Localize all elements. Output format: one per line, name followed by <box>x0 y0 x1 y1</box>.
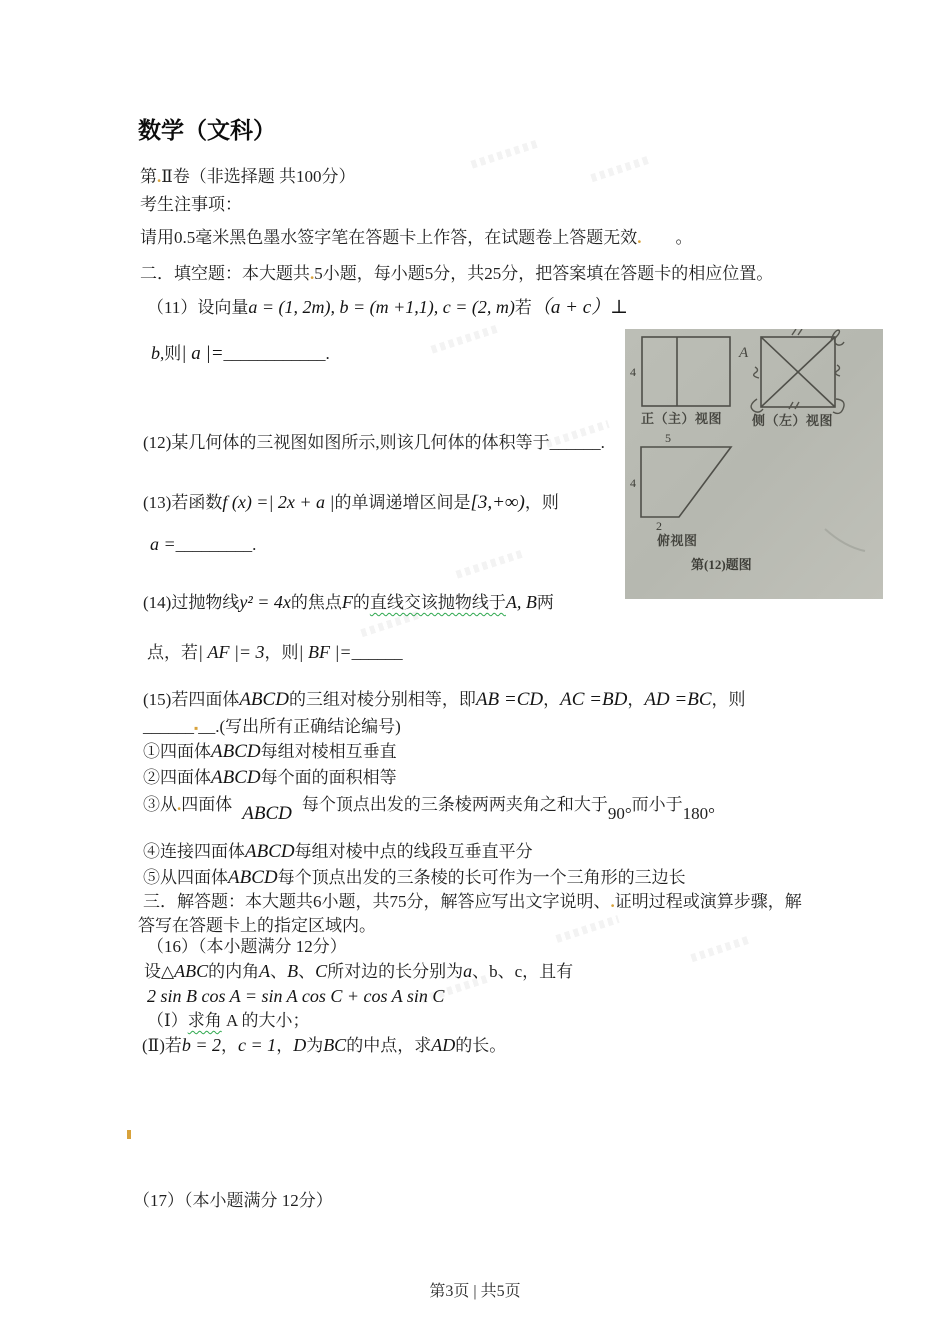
orange-dot: . <box>610 892 615 911</box>
math-expression: c = 1 <box>238 1035 277 1055</box>
q14-line2 <box>147 641 403 664</box>
orange-tick-mark <box>127 1130 131 1139</box>
question-text: A 的大小； <box>221 1011 310 1030</box>
math-expression: | AF |= 3 <box>198 642 265 662</box>
question-text: ， <box>627 690 645 709</box>
math-expression: a = <box>150 534 176 554</box>
figure-svg <box>625 329 883 599</box>
question-text: 两 <box>536 593 554 612</box>
solve-section-heading-line1 <box>143 891 802 912</box>
q15-item2 <box>143 766 397 790</box>
watermark-smudge <box>470 139 539 168</box>
question-text: ， <box>221 1036 239 1055</box>
math-expression: D <box>293 1035 307 1055</box>
item-text: ②四面体 <box>143 768 211 787</box>
question-text: . <box>600 433 605 452</box>
front-view-height-label: 4 <box>630 365 636 379</box>
handwritten-letter-a: A <box>739 345 749 361</box>
question-text: 若 <box>514 298 532 317</box>
angle-value: 90° <box>607 804 632 823</box>
math-expression: F <box>341 592 353 612</box>
math-expression: ABC <box>174 961 209 981</box>
item-text: ⑤从四面体 <box>143 868 228 887</box>
orange-dot: . <box>157 167 162 186</box>
math-expression: a = (1, 2m), b = (m +1,1), c = (2, m) <box>248 297 515 317</box>
math-expression: a <box>463 961 473 981</box>
question-text: .(写出所有正确结论编号) <box>215 717 401 736</box>
q15-item5 <box>143 866 686 890</box>
item-text: ③从 <box>143 795 177 814</box>
math-expression: A, B <box>505 592 537 612</box>
q13-line2 <box>150 533 256 556</box>
math-expression: （a + c）⊥ <box>531 297 629 318</box>
q16-part1 <box>147 1010 310 1031</box>
item-text: 每组对棱相互垂直 <box>260 742 397 761</box>
watermark-smudge <box>360 611 420 637</box>
question-text: ,则 <box>160 344 182 363</box>
question-text: ， <box>276 1036 294 1055</box>
question-text: 的长。 <box>455 1036 507 1055</box>
question-text: 为 <box>306 1036 324 1055</box>
heading-text: 三．解答题：本大题共6小题，共75分，解答应写出文字说明、 <box>143 892 611 911</box>
item-text: 而小于 <box>631 795 683 814</box>
question-text: (12)某几何体的三视图如图所示,则该几何体的体积等于 <box>143 433 550 452</box>
q11-line1 <box>147 296 628 320</box>
answer-blank: ______ <box>549 433 601 452</box>
math-expression: | a |= <box>181 343 224 364</box>
angle-value: 180° <box>682 804 715 823</box>
question-text: 、 <box>270 962 288 981</box>
page-footer: 第3页 | 共5页 <box>429 1283 521 1300</box>
watermark-smudge <box>430 324 499 353</box>
math-expression: ABCD <box>228 867 278 888</box>
q16-heading: （16）（本小题满分 12分） <box>147 937 347 956</box>
notice-line: 考生注事项： <box>140 195 242 214</box>
math-expression: AB =CD <box>475 689 544 710</box>
question-text: 、 <box>298 962 316 981</box>
orange-dot: . <box>637 228 642 247</box>
math-expression: | BF |= <box>298 642 352 662</box>
heading-text: 5小题，每小题5分，共25分，把答案填在答题卡的相应位置。 <box>314 264 774 283</box>
question-text: ， <box>543 690 561 709</box>
answer-blank: ______ <box>143 717 194 736</box>
item-text: 每个顶点出发的三条棱两两夹角之和大于 <box>301 795 608 814</box>
q12-line <box>143 432 605 453</box>
math-expression: A <box>259 961 271 981</box>
orange-dot: . <box>310 264 315 283</box>
figure-caption: 第(12)题图 <box>691 557 752 572</box>
q14-line1 <box>143 591 554 614</box>
side-view-caption: 侧（左）视图 <box>752 413 834 428</box>
q15-line1 <box>143 688 746 712</box>
question-text: (13)若函数 <box>143 493 223 512</box>
spellcheck-underlined-text: 求角 <box>187 1011 222 1030</box>
top-view-width-label: 5 <box>665 431 671 445</box>
instruction-line <box>140 227 693 248</box>
question-text: （11）设向量 <box>147 298 249 317</box>
doc-title: 数学（文科） <box>138 117 276 143</box>
q13-line1 <box>143 491 559 515</box>
q16-part2 <box>142 1034 506 1057</box>
question-text: 的单调递增区间是 <box>334 493 471 512</box>
question-text: . <box>252 535 257 554</box>
question-text: 的焦点 <box>290 593 342 612</box>
solve-section-heading-line2: 答写在答题卡上的指定区域内。 <box>138 916 376 935</box>
orange-dot: . <box>177 795 182 814</box>
math-expression: ABCD <box>239 689 289 710</box>
math-expression: ABCD <box>245 841 295 862</box>
watermark-smudge <box>690 936 750 962</box>
heading-text: 证明过程或演算步骤，解 <box>614 892 802 911</box>
heading-text: 二．填空题：本大题共 <box>140 264 310 283</box>
item-text: ①四面体 <box>143 742 211 761</box>
question-text: ，则 <box>711 690 746 709</box>
answer-blank: ______ <box>351 643 403 662</box>
question-text: (15)若四面体 <box>143 690 240 709</box>
math-expression: y² = 4x <box>239 592 291 612</box>
top-view-bottom-label: 2 <box>656 519 662 533</box>
math-expression: ABCD <box>211 741 261 762</box>
answer-blank: ____________ <box>223 344 326 363</box>
watermark-smudge <box>455 549 524 578</box>
math-expression: B <box>287 961 299 981</box>
question-text: 、b、c，且有 <box>472 962 574 981</box>
question-text: 的内角 <box>208 962 260 981</box>
question-text: ，则 <box>264 643 299 662</box>
math-expression: BC <box>323 1035 347 1055</box>
q16-formula: 2 sin B cos A = sin A cos C + cos A sin C <box>147 986 445 1006</box>
question-text: 设△ <box>144 962 175 981</box>
answer-blank: __ <box>198 717 216 736</box>
figure-three-views <box>625 329 883 599</box>
math-expression: b <box>151 343 160 363</box>
spellcheck-underlined-text: 直线交该抛物线于 <box>369 593 506 612</box>
question-text: 所对边的长分别为 <box>327 962 464 981</box>
math-expression: [3,+∞) <box>470 492 525 513</box>
question-text: (14)过抛物线 <box>143 593 240 612</box>
math-expression: AD =BC <box>644 689 712 710</box>
q17-heading: （17）（本小题满分 12分） <box>133 1191 333 1210</box>
math-expression: f (x) =| 2x + a | <box>222 492 335 512</box>
item-text: ④连接四面体 <box>143 842 245 861</box>
orange-mark: ▪ <box>194 721 199 735</box>
volume-rest: Ⅱ卷（非选择题 共100分） <box>161 167 356 186</box>
watermark-smudge <box>590 156 650 182</box>
answer-blank: _________ <box>175 535 253 554</box>
item-text: 四面体 <box>181 795 233 814</box>
question-text: （Ⅰ） <box>147 1011 188 1030</box>
math-expression: b = 2 <box>181 1035 222 1055</box>
q15-item4 <box>143 840 533 864</box>
watermark-smudge <box>555 915 619 943</box>
volume-prefix: 第 <box>140 167 157 186</box>
q15-item1 <box>143 740 397 764</box>
q11-line2 <box>151 342 330 366</box>
question-text: 点，若 <box>147 643 198 662</box>
top-view-caption: 俯视图 <box>657 533 698 548</box>
scanned-paper-background <box>625 329 883 599</box>
item-text: 每个面的面积相等 <box>260 768 397 787</box>
question-text: 的 <box>352 593 370 612</box>
math-expression: ABCD <box>242 803 292 824</box>
item-text: 每个顶点出发的三条棱的长可作为一个三角形的三边长 <box>277 868 686 887</box>
instruction-text: 请用0.5毫米黑色墨水签字笔在答题卡上作答，在试题卷上答题无效 <box>140 228 638 247</box>
math-expression: AC =BD <box>560 689 628 710</box>
q15-blank-line <box>143 716 401 737</box>
volume-line <box>140 166 356 187</box>
math-expression: C <box>315 961 328 981</box>
front-view-caption: 正（主）视图 <box>641 411 723 426</box>
q15-item3 <box>143 793 715 824</box>
instruction-tail: 。 <box>675 228 693 247</box>
item-text: 每组对棱中点的线段互垂直平分 <box>294 842 533 861</box>
question-text: 的中点，求 <box>346 1036 432 1055</box>
question-text: ，则 <box>524 493 559 512</box>
question-text: . <box>325 344 330 363</box>
math-expression: AD <box>431 1035 456 1055</box>
question-text: (Ⅱ)若 <box>142 1036 182 1055</box>
top-view-height-label: 4 <box>630 476 636 490</box>
question-text: 的三组对棱分别相等，即 <box>288 690 476 709</box>
fill-section-heading <box>140 263 773 284</box>
math-expression: ABCD <box>211 767 261 788</box>
q16-line1 <box>144 960 573 983</box>
